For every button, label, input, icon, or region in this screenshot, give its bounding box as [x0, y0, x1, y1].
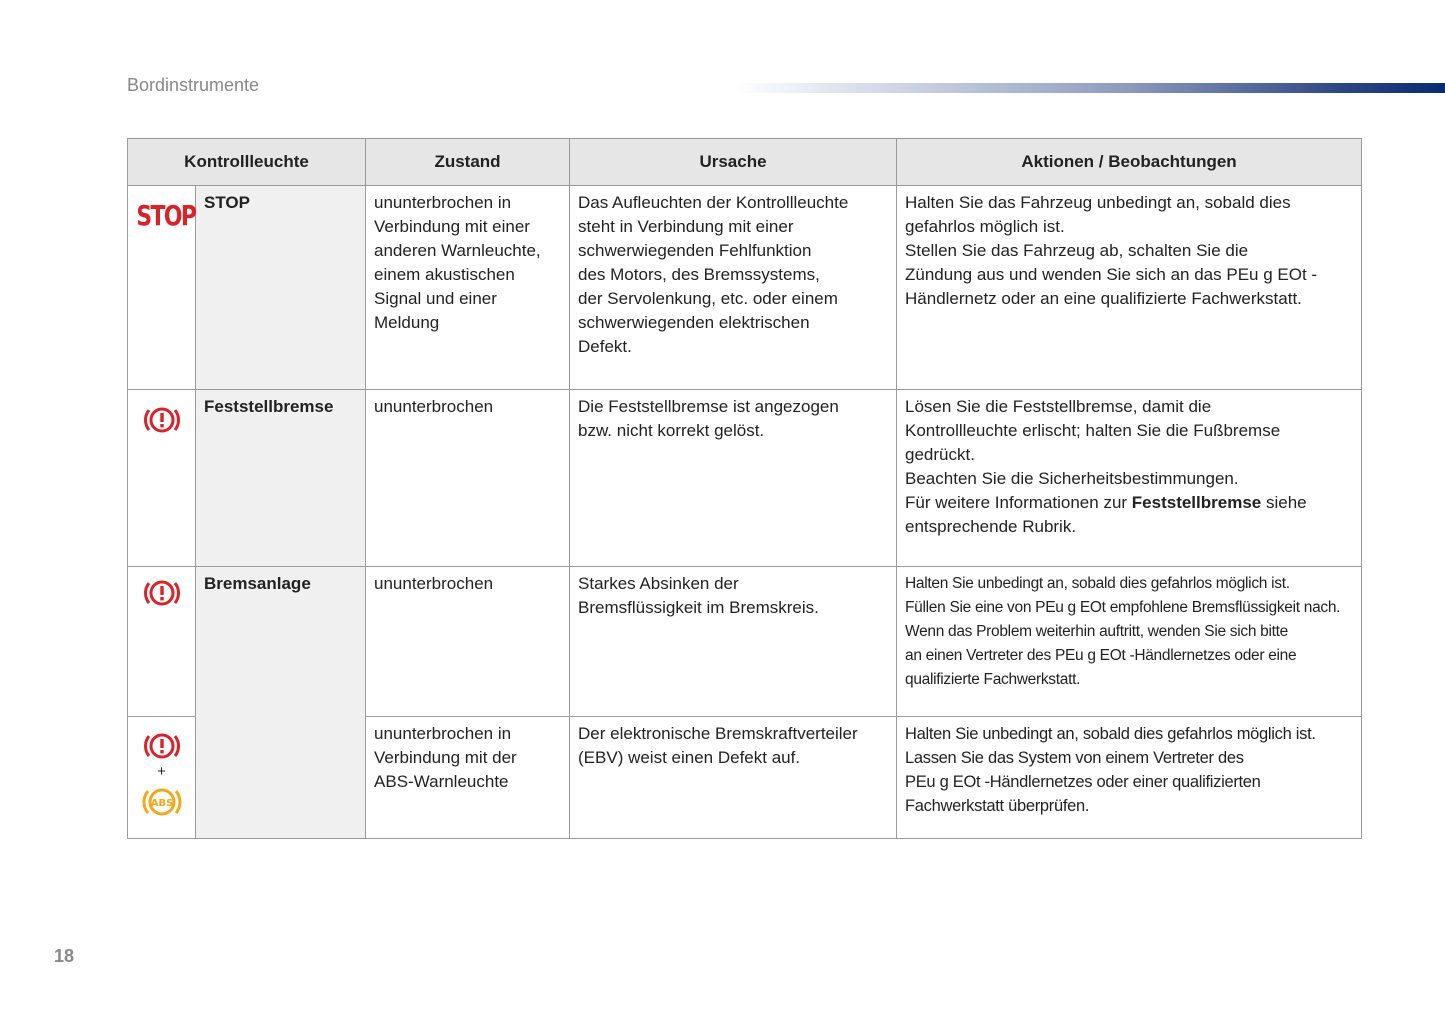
state-cell: ununterbrochen in Verbindung mit der ABS-Warnleuchte: [366, 717, 570, 839]
action-cell: Halten Sie unbedingt an, sobald dies gefahrlos möglich ist. Lassen Sie das System von einem Vertreter des PEu g EOt -Händlernetzes oder einer qualifizierten Fachwerkstatt überprüfen.: [897, 717, 1362, 839]
cause-cell: Das Aufleuchten der Kontrollleuchte steht in Verbindung mit einer schwerwiegenden Fehlfunktion des Motors, des Bremssystems, der Servolenkung, etc. oder einem schwerwiegenden elektrischen Defekt.: [570, 186, 897, 390]
icon-cell: [128, 567, 196, 717]
cause-cell: Die Feststellbremse ist angezogen bzw. nicht korrekt gelöst.: [570, 390, 897, 567]
warning-name-feststellbremse: Feststellbremse: [196, 390, 366, 567]
warning-name-stop: STOP: [196, 186, 366, 390]
page-section-title: Bordinstrumente: [127, 75, 260, 95]
column-header-ursache: Ursache: [570, 139, 897, 186]
brake-warning-icon: [140, 728, 184, 764]
table-header-row: [128, 139, 1362, 186]
table-row: [128, 390, 1362, 567]
action-cell: Halten Sie unbedingt an, sobald dies gefahrlos möglich ist. Füllen Sie eine von PEu g EOt empfohlene Bremsflüssigkeit nach. Wenn das Problem weiterhin auftritt, wenden Sie sich bitte an einen Vertreter des PEu g EOt -Händlernetzes oder eine qualifizierte Fachwerkstatt.: [897, 567, 1362, 717]
cause-cell: Starkes Absinken der Bremsflüssigkeit im Bremskreis.: [570, 567, 897, 717]
warning-lights-table: [127, 138, 1362, 839]
column-header-aktionen: Aktionen / Beobachtungen: [897, 139, 1362, 186]
state-cell: ununterbrochen: [366, 390, 570, 567]
header-gradient-bar: [735, 83, 1445, 93]
state-cell: ununterbrochen: [366, 567, 570, 717]
table-row: [128, 186, 1362, 390]
stop-warning-icon: STOP: [136, 199, 196, 232]
svg-text:ABS: ABS: [150, 798, 173, 809]
table-row: [128, 567, 1362, 717]
state-cell: ununterbrochen in Verbindung mit einer anderen Warnleuchte, einem akustischen Signal und einer Meldung: [366, 186, 570, 390]
icon-cell: [128, 186, 196, 390]
brake-system-warning-icon: [140, 575, 184, 611]
icon-cell: [128, 390, 196, 567]
page-number: 18: [54, 946, 75, 966]
abs-warning-icon: [139, 782, 185, 822]
icon-cell: [128, 717, 196, 839]
brake-warning-icon: [140, 402, 184, 438]
feststellbremse-reference: Feststellbremse: [1131, 493, 1262, 512]
action-cell: Lösen Sie die Feststellbremse, damit die Kontrollleuchte erlischt; halten Sie die Fußbremse gedrückt. Beachten Sie die Sicherheitsbestimmungen. Für weitere Informationen zur Feststellbremse siehe entsprechende Rubrik.: [897, 390, 1362, 567]
warning-name-bremsanlage: Bremsanlage: [196, 567, 366, 839]
column-header-zustand: Zustand: [366, 139, 570, 186]
cause-cell: Der elektronische Bremskraftverteiler (EBV) weist einen Defekt auf.: [570, 717, 897, 839]
plus-sign: +: [157, 763, 166, 780]
action-cell: Halten Sie das Fahrzeug unbedingt an, sobald dies gefahrlos möglich ist. Stellen Sie das Fahrzeug ab, schalten Sie die Zündung aus und wenden Sie sich an das PEu g EOt - Händlernetz oder an eine qualifizierte Fachwerkstatt.: [897, 186, 1362, 390]
column-header-kontrollleuchte: Kontrollleuchte: [128, 139, 366, 186]
